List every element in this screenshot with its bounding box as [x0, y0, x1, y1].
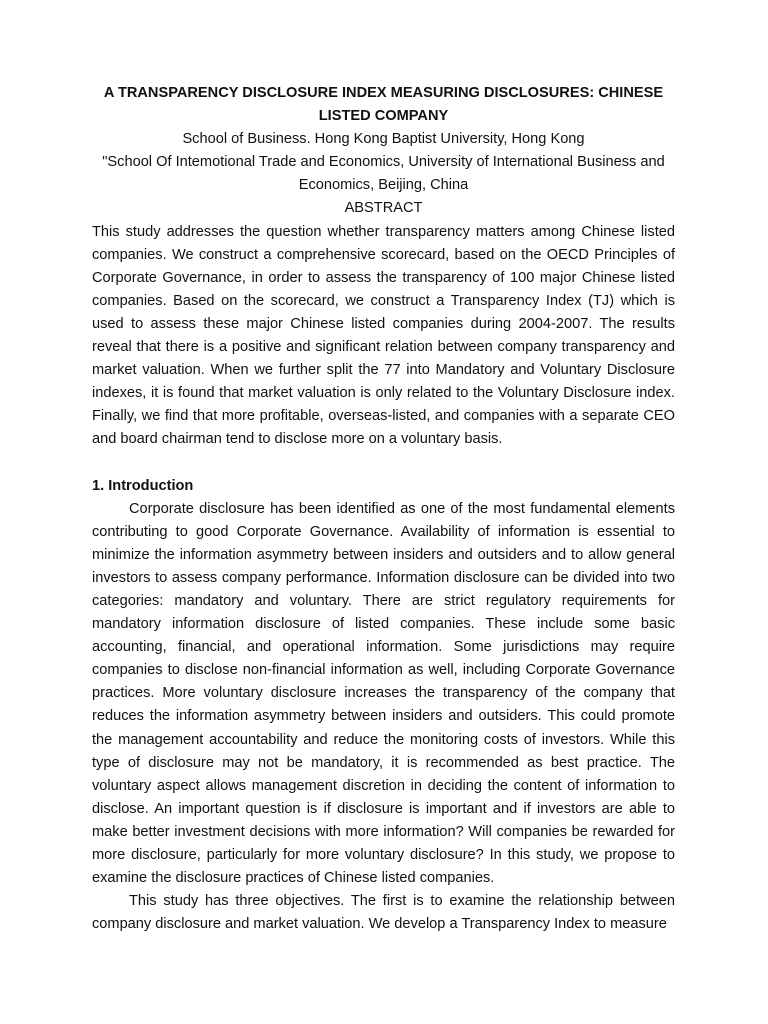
affiliation-2: "School Of Intemotional Trade and Economics, University of International Business and Economics, Beijing, China [102, 154, 665, 194]
section-heading-introduction: 1. Introduction [92, 477, 194, 494]
affiliation-1: School of Business. Hong Kong Baptist University, Hong Kong [182, 131, 585, 148]
intro-paragraph-1: Corporate disclosure has been identified as one of the most fundamental elements contributing to good Corporate Governance. Availability of information is essential to minimize the information asymmetry between insiders and outsiders and to allow general investors to assess company performance. Information disclosure can be divided into two categories: mandatory and voluntary. There are strict regulatory requirements for mandatory information disclosure of listed companies. These include some basic accounting, financial, and operational information. Some jurisdictions may require companies to disclose non-financial information as well, including Corporate Governance practices. More voluntary disclosure increases the transparency of the company that reduces the information asymmetry between insiders and outsiders. This could promote the management accountability and reduce the monitoring costs of investors. While this type of disclosure may not be mandatory, it is recommended as best practice. The voluntary aspect allows management discretion in deciding the content of information to disclose. An important question is if disclosure is important and if investors are able to make better investment decisions with more information? Will companies be rewarded for more disclosure, particularly for more voluntary disclosure? In this study, we propose to examine the disclosure practices of Chinese listed companies. [92, 500, 675, 887]
intro-paragraph-2: This study has three objectives. The first is to examine the relationship between company disclosure and market valuation. We develop a Transparency Index to measure [92, 893, 675, 933]
paper-page [92, 82, 675, 936]
abstract-heading: ABSTRACT [344, 200, 423, 217]
abstract-text: This study addresses the question whether transparency matters among Chinese listed companies. We construct a comprehensive scorecard, based on the OECD Principles of Corporate Governance, in order to assess the transparency of 100 major Chinese listed companies. Based on the scorecard, we construct a Transparency Index (TJ) which is used to assess these major Chinese listed companies during 2004-2007. The results reveal that there is a positive and significant relation between company transparency and market valuation. When we further split the 77 into Mandatory and Voluntary Disclosure indexes, it is found that market valuation is only related to the Voluntary Disclosure index. Finally, we find that more profitable, overseas-listed, and companies with a separate CEO and board chairman tend to disclose more on a voluntary basis. [92, 223, 675, 448]
paper-title: A TRANSPARENCY DISCLOSURE INDEX MEASURING DISCLOSURES: CHINESE LISTED COMPANY [103, 85, 664, 125]
